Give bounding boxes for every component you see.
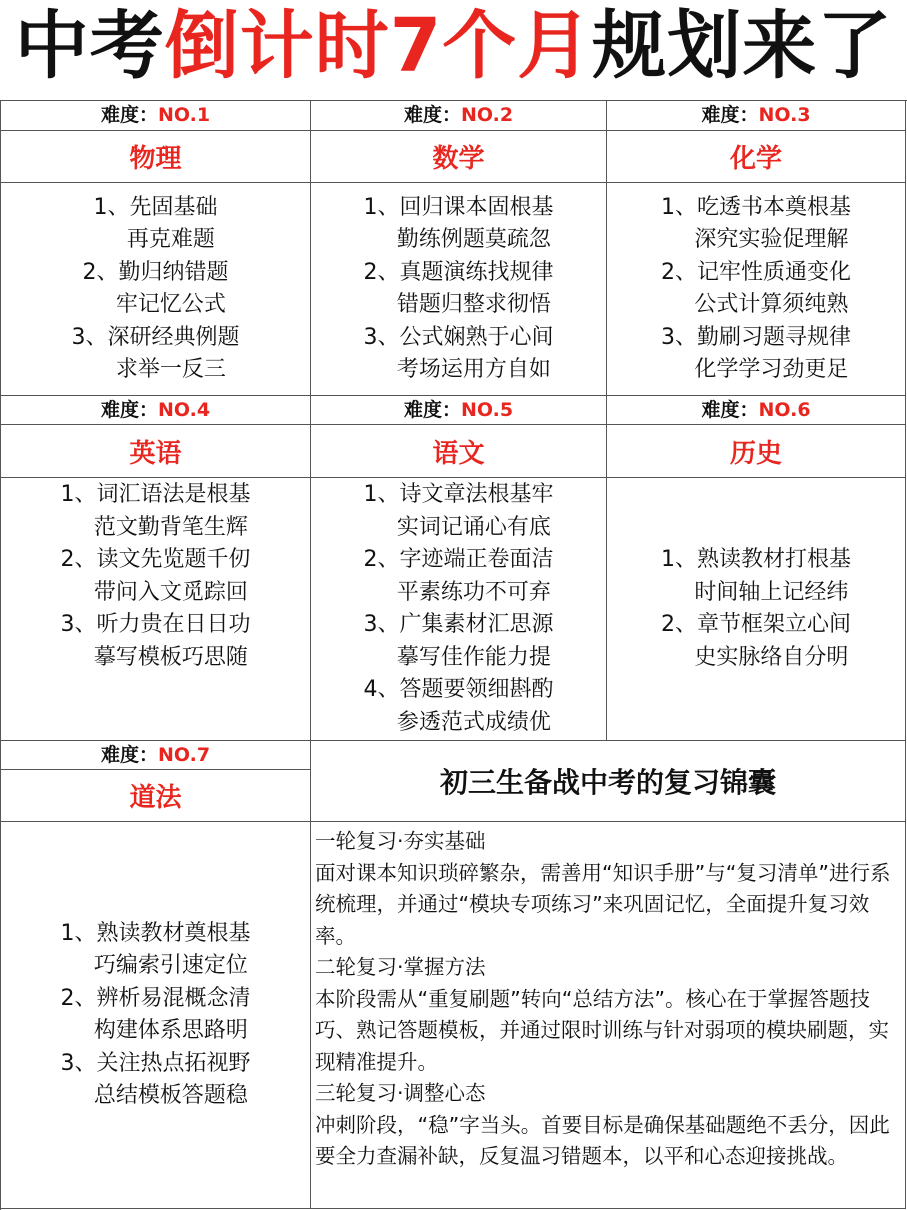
subject-name-2: 数学 bbox=[311, 131, 607, 183]
subject-name-3: 化学 bbox=[607, 131, 906, 183]
subject-tips-5 bbox=[311, 478, 607, 741]
tip-line: 2、读文先览题千仞 bbox=[60, 547, 251, 572]
tip-line: 2、章节框架立心间 bbox=[661, 612, 851, 637]
difficulty-rank: NO.3 bbox=[758, 104, 811, 126]
difficulty-cell-2 bbox=[311, 101, 607, 131]
subject-name-1: 物理 bbox=[1, 131, 311, 183]
tip-line: 公式计算须纯熟 bbox=[694, 292, 849, 317]
difficulty-label: 难度： bbox=[100, 744, 158, 766]
title-part2: 倒计时7个月 bbox=[164, 3, 593, 89]
round-1-title: 一轮复习·夯实基础 bbox=[315, 829, 486, 853]
tip-line: 再克难题 bbox=[126, 227, 215, 252]
tip-line: 1、吃透书本奠根基 bbox=[661, 194, 851, 220]
tip-line: 4、答题要领细斟酌 bbox=[363, 677, 554, 702]
subject-tips-1 bbox=[1, 183, 311, 396]
tip-line: 实词记诵心有底 bbox=[396, 514, 551, 540]
subject-tips-2 bbox=[311, 183, 607, 396]
tip-line: 构建体系思路明 bbox=[93, 1018, 248, 1043]
difficulty-rank: NO.5 bbox=[460, 399, 514, 421]
difficulty-label: 难度： bbox=[701, 104, 759, 126]
subject-tips-6 bbox=[607, 478, 906, 741]
tip-line: 1、诗文章法根基牢 bbox=[363, 482, 554, 507]
difficulty-rank: NO.4 bbox=[157, 399, 211, 421]
difficulty-cell-4 bbox=[1, 396, 311, 425]
tip-line: 求举一反三 bbox=[115, 357, 226, 382]
tip-line: 摹写佳作能力提 bbox=[396, 644, 551, 670]
tip-line: 史实脉络自分明 bbox=[694, 644, 849, 670]
tip-line: 2、字迹端正卷面洁 bbox=[363, 547, 554, 572]
difficulty-rank: NO.6 bbox=[758, 399, 811, 421]
subject-name-5: 语文 bbox=[311, 425, 607, 478]
round-3-body: 冲刺阶段，“稳”字当头。首要目标是确保基础题绝不丢分，因此要全力查漏补缺，反复温习错题本，以平和心态迎接挑战。 bbox=[315, 1112, 890, 1168]
round-2-body: 本阶段需从“重复刷题”转向“总结方法”。核心在于掌握答题技巧、熟记答题模板，并通过限时训练与针对弱项的模块刷题，实现精准提升。 bbox=[315, 986, 889, 1074]
tip-line: 1、先固基础 bbox=[93, 194, 218, 220]
difficulty-cell-3 bbox=[607, 101, 906, 131]
subject-tips-7 bbox=[1, 822, 311, 1209]
tip-line: 3、公式娴熟于心间 bbox=[363, 324, 554, 350]
tip-line: 3、听力贵在日日功 bbox=[60, 612, 251, 637]
plan-table bbox=[0, 100, 907, 1210]
title-part3: 规划来了 bbox=[592, 3, 893, 89]
difficulty-rank: NO.1 bbox=[157, 104, 211, 126]
tip-line: 巧编索引速定位 bbox=[93, 953, 248, 978]
tip-line: 3、广集素材汇思源 bbox=[363, 612, 554, 637]
tip-line: 1、词汇语法是根基 bbox=[60, 482, 251, 507]
tip-line: 考场运用方自如 bbox=[396, 357, 551, 382]
tip-line: 1、回归课本固根基 bbox=[363, 194, 554, 220]
page-title bbox=[0, 0, 907, 96]
tip-line: 3、关注热点拓视野 bbox=[60, 1050, 251, 1076]
subject-tips-3 bbox=[607, 183, 906, 396]
title-part1: 中考 bbox=[14, 3, 165, 89]
difficulty-cell-7 bbox=[1, 741, 311, 770]
difficulty-label: 难度： bbox=[701, 399, 759, 421]
difficulty-label: 难度： bbox=[403, 399, 461, 421]
tip-line: 深究实验促理解 bbox=[694, 227, 849, 252]
tip-line: 勤练例题莫疏忽 bbox=[396, 227, 551, 252]
round-1-body: 面对课本知识琐碎繁杂，需善用“知识手册”与“复习清单”进行系统梳理，并通过“模块专项练习”来巩固记忆，全面提升复习效率。 bbox=[315, 860, 891, 948]
tip-line: 错题归整求彻悟 bbox=[396, 292, 551, 317]
difficulty-rank: NO.2 bbox=[460, 104, 514, 126]
tip-line: 时间轴上记经纬 bbox=[694, 579, 849, 605]
subject-name-4: 英语 bbox=[1, 425, 311, 478]
tip-line: 2、记牢性质通变化 bbox=[661, 259, 851, 285]
tip-line: 摹写模板巧思随 bbox=[93, 644, 248, 670]
difficulty-label: 难度： bbox=[100, 104, 158, 126]
tip-line: 1、熟读教材打根基 bbox=[661, 547, 851, 572]
tip-line: 2、真题演练找规律 bbox=[363, 259, 554, 285]
difficulty-label: 难度： bbox=[100, 399, 158, 421]
tip-line: 平素练功不可弃 bbox=[396, 579, 551, 605]
tip-line: 带问入文觅踪回 bbox=[93, 579, 248, 605]
difficulty-cell-1 bbox=[1, 101, 311, 131]
tip-line: 2、勤归纳错题 bbox=[82, 259, 229, 285]
tip-line: 3、勤刷习题寻规律 bbox=[661, 324, 851, 350]
tip-line: 化学学习劲更足 bbox=[694, 357, 849, 382]
difficulty-rank: NO.7 bbox=[157, 744, 211, 766]
tip-line: 参透范式成绩优 bbox=[396, 709, 551, 735]
review-tips-panel bbox=[311, 822, 906, 1209]
tip-line: 2、辨析易混概念清 bbox=[60, 985, 251, 1011]
tips-heading: 初三生备战中考的复习锦囊 bbox=[311, 741, 906, 822]
difficulty-cell-5 bbox=[311, 396, 607, 425]
subject-name-7: 道法 bbox=[1, 770, 311, 822]
round-2-title: 二轮复习·掌握方法 bbox=[315, 955, 486, 979]
tip-line: 范文勤背笔生辉 bbox=[93, 514, 248, 540]
round-3-title: 三轮复习·调整心态 bbox=[315, 1081, 486, 1105]
tip-line: 3、深研经典例题 bbox=[71, 324, 240, 350]
tip-line: 总结模板答题稳 bbox=[93, 1083, 248, 1108]
subject-tips-4 bbox=[1, 478, 311, 741]
tip-line: 1、熟读教材奠根基 bbox=[60, 920, 251, 946]
difficulty-cell-6 bbox=[607, 396, 906, 425]
tip-line: 牢记忆公式 bbox=[115, 292, 226, 317]
subject-name-6: 历史 bbox=[607, 425, 906, 478]
difficulty-label: 难度： bbox=[403, 104, 461, 126]
